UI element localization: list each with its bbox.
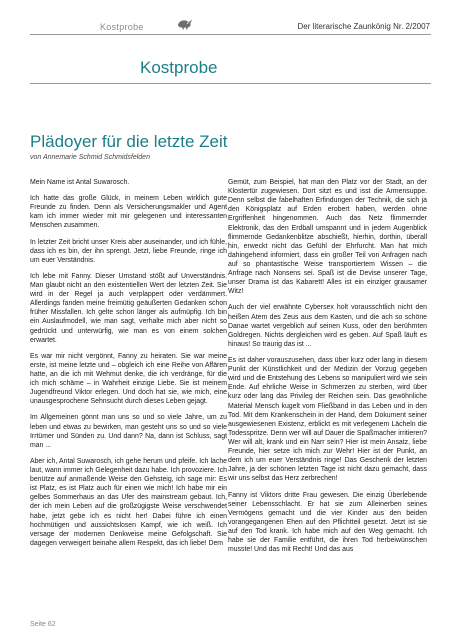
paragraph: Ich hatte das große Glück, in meinem Leben wirklich gute Freunde zu finden. Denn als Versicherungsmakler und Agent kam ich immer wieder mit mir gelegenen und interessanten Menschen zusammen. [30,195,227,230]
header-magazine-title: Der literarische Zaunkönig Nr. 2/2007 [297,22,430,31]
paragraph: Im Allgemeinen gönnt man uns so und so viele Jahre, um zu leben und etwas zu bewirken, man gesteht uns so und so viele Irrtümer und Sünden zu. Und dann? Na, dann ist Schluss, sagt man ... [30,414,227,449]
right-column [228,178,427,554]
left-column [30,178,227,548]
header-rule [30,34,431,35]
paragraph: Fanny ist Viktors dritte Frau gewesen. Die einzig Überlebende seiner Lebensschlacht. Er hat sie zum Alleinerben seines Vermögens gemacht und die vier Kinder aus den beiden vorangegangenen Ehen auf den Pflichtteil gesetzt. Jetzt ist sie auf den Tod krank. Ich habe mich auf den Weg gemacht. Ich habe sie der Familie entführt, die ihren Tod herbeiwünschen musste! Und das mit Recht! Und das aus [228,491,427,554]
article-title: Plädoyer für die letzte Zeit [30,132,228,151]
section-rule [30,83,431,84]
paragraph: Aber ich, Antal Suwarosch, ich gehe herum und pfeife. Ich lache laut, wann immer ich Gelegenheit dazu habe. Ich provoziere. Ich benütze auf anmaßende Weise den Gehsteig, ich sage mir: Es ist Platz, es ist Platz auch für einen wie mich! Ich habe mir ein gelbes Sommerhaus an das Ufer des mainstream gebaut. Ich, der ich mein Leben auf die großzügigste Weise verschwendet habe, jetzt gebe ich es nicht her! Dabei führe ich einen hochmütigen und aussichtslosen Kampf, wie ich weiß. Ich versage der modernen Denkweise meine Gefolgschaft. Sie dagegen verweigert beinahe allem Respekt, das ich liebe! Dem [30,457,227,547]
paragraph: In letzter Zeit bricht unser Kreis aber auseinander, und ich fühle, dass ich es bin, der ihn sprengt. Jetzt, liebe Freunde, ringe ich um euer Verständnis. [30,238,227,264]
paragraph: Mein Name ist Antal Suwarosch. [30,179,130,186]
wren-bird-icon [176,15,194,33]
paragraph: Auch der viel erwähnte Cybersex holt vorausschtlich nicht den heißen Atem des Zeus aus dem Kasten, und die ach so schöne Danae wartet vergeblich auf seinen Kuss, oder den berühmten Goldregen. Nichts dergleichen wird es geben. Auf Spaß läuft es hinaus! So traurig das ist ... [228,304,427,348]
header-section-label: Kostprobe [100,22,144,32]
paragraph: Ich lebe mit Fanny. Dieser Umstand stößt auf Unverständnis. Man glaubt nicht an den existentiellen Wert der letzten Zeit. Sie wird in der Regel ja auch verplappert oder verdämmert. Allerdings fanden meine freimütig geäußerten Gedanken schon früher Missfallen. Ich gelte schon länger als aufmüpfig. Ich bin ein Auslaufmodell, wie man sagt, verhalte mich aber nicht so gedrückt und unterwürfig, wie man es von einem solchen erwartet. [30,272,227,344]
section-title: Kostprobe [140,58,218,77]
paragraph: Es war mir nicht vergönnt, Fanny zu heiraten. Sie war meine erste, ist meine letzte und – obgleich ich eine Reihe von Affären hatte, an die ich mit Wehmut denke, die ich verdränge, für die ich mich schäme – in Wahrheit einzige Liebe. Sie ist meinem Jugendfreund Viktor erlegen. Und doch hat sie, wie mich, eine unausgesprochene Sehnsucht durch dieses Leben gejagt. [30,352,227,406]
paragraph: Es ist daher vorauszusehen, dass über kurz oder lang in diesem Punkt der Künstlichkeit und der Medizin der Vorzug gegeben wird und die Entstehung des Lebens so manipuliert wird wie sein Ende. Auf ehrliche Weise in Schmerzen zu sterben, wird über kurz oder lang das Privileg der Reichen sein. Das gewöhnliche Material Mensch kugelt vom Fließband in das Leben und in den Tod. Mit dem Krankenschein in der Hand, dem Dokument seiner ausgewiesenen Existenz, erblickt es mit verlegenem Lächeln die Todesspritze. Denn wer will auf Dauer die Spaßmacher irritieren? Wer will alt, krank und ein Narr sein? Hier ist mein Ansatz, liebe Freunde, hier setze ich mich zur Wehr! Hier ist der Punkt, an dem ich um euer Verständnis ringe! Das Geschenk der letzten Jahre, ja der schönen letzten Tage ist nicht dazu gemacht, dass wir uns selbst das Herz zerbrechen! [228,356,427,483]
paragraph: Gemüt, zum Beispiel, hat man den Platz vor der Stadt, an der Klostertür zugewiesen. Dort sitzt es und isst die Armensuppe. Denn selbst die fabelhaften Erfindungen der Technik, die sich ja den Königsplatz auf Erden erobert haben, werden ohne Ergriffenheit hingenommen. Auch das Netz flimmernder Elektronik, das den Erdball umspannt und in jedem Augenblick flimmernde Gedankenblitze abschießt, hierhin, dorthin, überall hin, erweckt nicht das Gefühl der Ehrfurcht. Man hat mich dahingehend informiert, dass ein großer Teil von Anfragen nach auf so phantastische Weise transportiertem Wissen – die Anfrage nach Nonsens sei. Spaß ist die Devise unserer Tage, unser Drama ist das Kabarett! Alles ist ein einziger grausamer Witz! [228,179,427,296]
article-byline: von Annemarie Schmid Schmidsfelden [30,154,150,161]
page-number: Seite 62 [30,621,56,628]
